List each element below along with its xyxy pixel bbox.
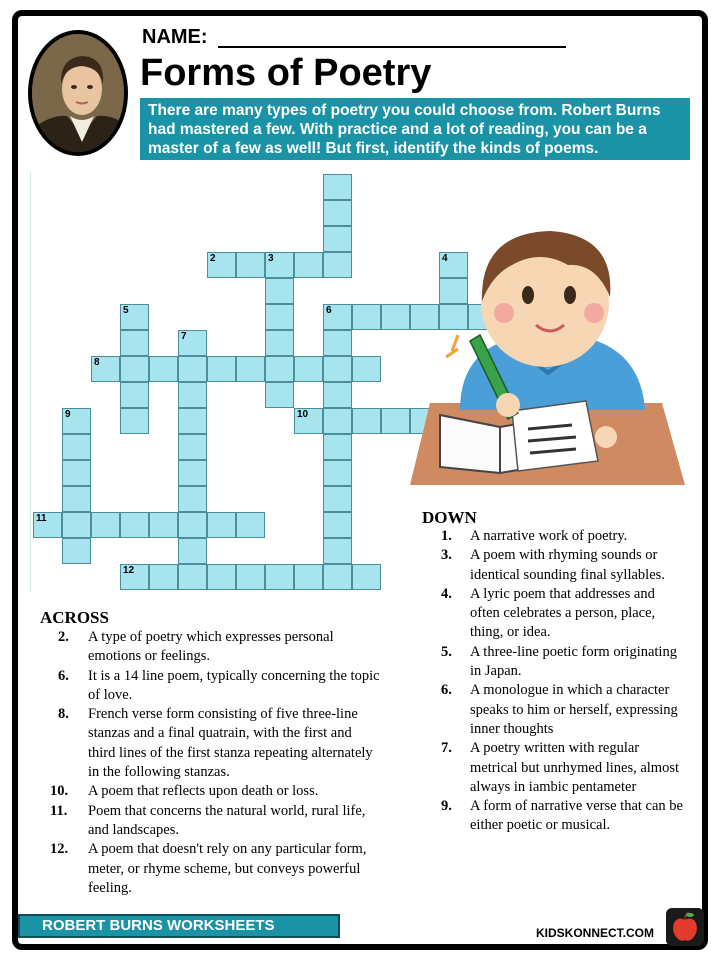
- cell-clue-number: 5: [123, 305, 129, 316]
- crossword-cell[interactable]: [120, 408, 149, 434]
- down-clue: [422, 527, 684, 546]
- cell-clue-number: 9: [65, 409, 71, 420]
- across-clue: [40, 628, 382, 667]
- crossword-cell[interactable]: [207, 252, 236, 278]
- crossword-cell[interactable]: [352, 564, 381, 590]
- crossword-cell[interactable]: [236, 564, 265, 590]
- clue-text: A narrative work of poetry.: [470, 528, 628, 544]
- student-writing-illustration: [400, 205, 695, 495]
- crossword-cell[interactable]: [178, 512, 207, 538]
- crossword-cell[interactable]: [178, 460, 207, 486]
- crossword-cell[interactable]: [178, 434, 207, 460]
- crossword-cell[interactable]: [207, 356, 236, 382]
- crossword-cell[interactable]: [323, 356, 352, 382]
- clue-text: A poetry written with regular metrical but unrhymed lines, almost always in iambic pentameter: [470, 740, 679, 795]
- across-clue-list: [40, 628, 382, 898]
- across-heading: ACROSS: [40, 608, 109, 627]
- crossword-cell[interactable]: [236, 252, 265, 278]
- crossword-cell[interactable]: [120, 330, 149, 356]
- crossword-cell[interactable]: [323, 226, 352, 252]
- crossword-cell[interactable]: [265, 252, 294, 278]
- crossword-cell[interactable]: [149, 356, 178, 382]
- down-clue: [422, 797, 684, 836]
- crossword-cell[interactable]: [294, 252, 323, 278]
- cell-clue-number: 8: [94, 357, 100, 368]
- cell-clue-number: 4: [442, 253, 448, 264]
- cell-clue-number: 7: [181, 331, 187, 342]
- apple-logo-icon: [666, 908, 704, 946]
- crossword-cell[interactable]: [265, 382, 294, 408]
- crossword-cell[interactable]: [294, 564, 323, 590]
- crossword-cell[interactable]: [178, 356, 207, 382]
- down-heading: DOWN: [422, 508, 477, 527]
- down-clue: [422, 681, 684, 739]
- crossword-cell[interactable]: [323, 252, 352, 278]
- crossword-cell[interactable]: [323, 330, 352, 356]
- cell-clue-number: 12: [123, 565, 135, 576]
- across-clue: [40, 705, 382, 782]
- crossword-cell[interactable]: [352, 408, 381, 434]
- page-title: Forms of Poetry: [140, 52, 432, 94]
- clue-number: 4.: [441, 585, 452, 602]
- crossword-cell[interactable]: [178, 382, 207, 408]
- crossword-cell[interactable]: [178, 564, 207, 590]
- clue-number: 12.: [50, 841, 69, 858]
- crossword-cell[interactable]: [323, 174, 352, 200]
- crossword-cell[interactable]: [91, 512, 120, 538]
- crossword-cell[interactable]: [120, 512, 149, 538]
- clue-number: 9.: [441, 798, 452, 815]
- crossword-cell[interactable]: [265, 564, 294, 590]
- clue-text: A lyric poem that addresses and often celebrates a person, place, thing, or idea.: [470, 585, 656, 641]
- crossword-cell[interactable]: [207, 564, 236, 590]
- crossword-cell[interactable]: [236, 512, 265, 538]
- crossword-cell[interactable]: [120, 382, 149, 408]
- crossword-cell[interactable]: [323, 512, 352, 538]
- down-clue: [422, 546, 684, 585]
- crossword-cell[interactable]: [352, 304, 381, 330]
- across-clue: [40, 782, 382, 801]
- across-clue: [40, 667, 382, 706]
- clue-text: French verse form consisting of five three-line stanzas and a final quatrain, with the first and third lines of the first stanza repeating alternately in the following stanzas.: [88, 706, 373, 781]
- clue-text: A three-line poetic form originating in Japan.: [470, 643, 677, 680]
- crossword-cell[interactable]: [62, 460, 91, 486]
- crossword-cell[interactable]: [120, 356, 149, 382]
- crossword-cell[interactable]: [149, 512, 178, 538]
- crossword-cell[interactable]: [62, 538, 91, 564]
- crossword-cell[interactable]: [265, 304, 294, 330]
- crossword-cell[interactable]: [178, 486, 207, 512]
- crossword-cell[interactable]: [323, 304, 352, 330]
- clue-text: A poem that doesn't rely on any particular form, meter, or rhyme scheme, but conveys powerful feeling.: [88, 841, 367, 896]
- footer-series-banner: ROBERT BURNS WORKSHEETS: [18, 914, 340, 938]
- clue-text: A poem that reflects upon death or loss.: [88, 783, 319, 800]
- crossword-cell[interactable]: [120, 564, 149, 590]
- clue-text: A poem with rhyming sounds or identical sounding final syllables.: [470, 547, 665, 583]
- crossword-cell[interactable]: [323, 408, 352, 434]
- crossword-cell[interactable]: [178, 408, 207, 434]
- clue-number: 3.: [441, 547, 452, 564]
- crossword-cell[interactable]: [323, 460, 352, 486]
- down-clue: [422, 643, 684, 682]
- intro-box: There are many types of poetry you could choose from. Robert Burns had mastered a few. With practice and a lot of reading, you can be a master of a few as well! But first, identify the kinds of poems.: [140, 98, 690, 160]
- cell-clue-number: 10: [297, 409, 309, 420]
- crossword-cell[interactable]: [323, 538, 352, 564]
- clue-text: It is a 14 line poem, typically concerning the topic of love.: [88, 667, 380, 703]
- clue-number: 11.: [50, 802, 68, 819]
- clue-text: A form of narrative verse that can be either poetic or musical.: [470, 798, 683, 834]
- down-clue: [422, 739, 684, 797]
- crossword-cell[interactable]: [265, 356, 294, 382]
- crossword-cell[interactable]: [265, 330, 294, 356]
- down-clue-list: [422, 527, 684, 836]
- crossword-cell[interactable]: [120, 304, 149, 330]
- crossword-cell[interactable]: [149, 564, 178, 590]
- crossword-cell[interactable]: [323, 564, 352, 590]
- crossword-cell[interactable]: [265, 278, 294, 304]
- crossword-cell[interactable]: [62, 512, 91, 538]
- footer-site-url[interactable]: KIDSKONNECT.COM: [536, 926, 655, 940]
- clue-number: 10.: [50, 783, 69, 800]
- across-clue: [40, 840, 382, 898]
- crossword-cell[interactable]: [178, 330, 207, 356]
- crossword-cell[interactable]: [178, 538, 207, 564]
- name-label: NAME:: [142, 26, 208, 48]
- crossword-cell[interactable]: [62, 486, 91, 512]
- crossword-cell[interactable]: [323, 486, 352, 512]
- crossword-cell[interactable]: [323, 382, 352, 408]
- clue-number: 6.: [58, 667, 69, 684]
- clue-number: 7.: [441, 740, 452, 757]
- crossword-cell[interactable]: [352, 356, 381, 382]
- crossword-cell[interactable]: [294, 408, 323, 434]
- across-clue: [40, 802, 382, 841]
- cell-clue-number: 3: [268, 253, 274, 264]
- cell-clue-number: 11: [36, 513, 47, 524]
- crossword-cell[interactable]: [323, 200, 352, 226]
- crossword-cell[interactable]: [207, 512, 236, 538]
- crossword-cell[interactable]: [236, 356, 265, 382]
- clue-number: 5.: [441, 643, 452, 660]
- crossword-cell[interactable]: [62, 408, 91, 434]
- crossword-cell[interactable]: [323, 434, 352, 460]
- clue-text: Poem that concerns the natural world, rural life, and landscapes.: [88, 802, 366, 838]
- crossword-cell[interactable]: [62, 434, 91, 460]
- clue-number: 1.: [441, 528, 452, 544]
- clue-number: 8.: [58, 706, 69, 723]
- clue-text: A monologue in which a character speaks to him or herself, expressing inner thoughts: [470, 682, 678, 737]
- clue-text: A type of poetry which expresses personal emotions or feelings.: [88, 629, 334, 665]
- cell-clue-number: 6: [326, 305, 332, 316]
- clue-number: 2.: [58, 629, 69, 645]
- down-clue: [422, 585, 684, 643]
- cell-clue-number: 2: [210, 253, 216, 264]
- crossword-cell[interactable]: [33, 512, 62, 538]
- crossword-cell[interactable]: [91, 356, 120, 382]
- crossword-cell[interactable]: [294, 356, 323, 382]
- clue-number: 6.: [441, 682, 452, 699]
